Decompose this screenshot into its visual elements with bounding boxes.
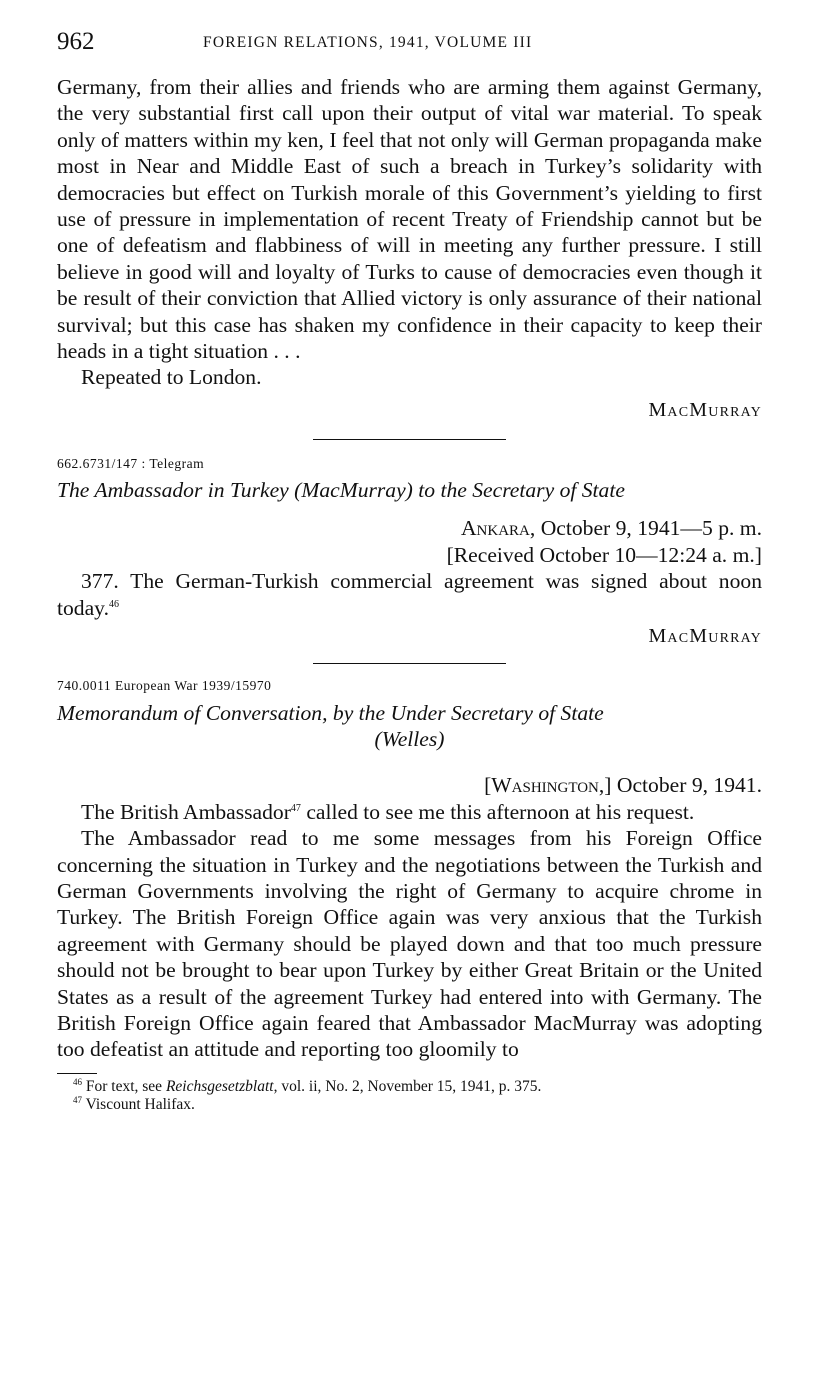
body-paragraph: The Ambassador read to me some messages from his Foreign Office concerning the situation in Turkey and the negotiations between the Turkish and German Governments involving the right of Germany to acquire chrome in Turkey. The British Foreign Office again was very anxious that the Turkish agreement with Germany should be played down and that too much pressure should not be brought to bear upon Turkey by either Great Britain or the United States as a result of the agreement Turkey had entered into with Germany. The British Foreign Office again feared that Ambassador MacMurray was adopting too defeatist an attitude and reporting too gloomily to xyxy=(57,826,762,1062)
footnote-text: , vol. ii, No. 2, November 15, 1941, p. 375. xyxy=(273,1077,542,1095)
signature-name: MacMurray xyxy=(648,398,762,421)
footnote-text: For text, see xyxy=(85,1077,166,1095)
running-header xyxy=(57,28,762,60)
signature xyxy=(57,397,762,423)
dateline-date: , October 9, 1941—5 p. m. xyxy=(529,516,762,541)
footnote-number: 46 xyxy=(73,1076,82,1087)
telegram-body xyxy=(57,568,762,621)
telegram-text: 377. The German-Turkish commercial agreement was signed about noon today. xyxy=(57,569,762,620)
section-divider xyxy=(313,663,506,664)
footnote-ref: 46 xyxy=(108,598,119,610)
running-title: FOREIGN RELATIONS, 1941, VOLUME III xyxy=(203,34,533,51)
received-line: [Received October 10—12:24 a. m.] xyxy=(446,542,762,567)
footnote-italic: Reichsgesetzblatt xyxy=(165,1077,274,1095)
footnote-divider xyxy=(57,1073,97,1074)
repeated-note: Repeated to London. xyxy=(81,365,262,390)
footnote-number: 47 xyxy=(73,1094,82,1105)
paragraph-text: The British Ambassador xyxy=(81,799,291,824)
body-paragraph: Germany, from their allies and friends who are arming them against Germany, the very substantial first call upon their output of vital war material. To speak only of matters within my ken, I feel that not only will German propaganda make most in Near and Middle East of such a breach in Turkey’s solidarity with democracies but effect on Turkish morale of this Government’s yielding to first use of pressure in implementation of recent Treaty of Friendship cannot but be one of defeatism and flabbiness of will in meeting any further pressure. I still believe in good will and loyalty of Turks to cause of democracies even though it be result of their conviction that Allied victory is only assurance of their national survival; but this case has shaken my confidence in their capacity to keep their heads in a tight situation . . . xyxy=(57,75,762,364)
page-number: 962 xyxy=(57,28,95,55)
document-title: The Ambassador in Turkey (MacMurray) to the Secretary of State xyxy=(57,478,625,503)
section-divider xyxy=(313,439,506,440)
paragraph-text: called to see me this afternoon at his request. xyxy=(300,799,695,824)
footnote xyxy=(57,1078,762,1096)
signature-name: MacMurray xyxy=(648,624,762,647)
dateline-place: [Washington,] xyxy=(484,773,612,798)
dateline xyxy=(57,515,762,541)
document-title-author: (Welles) xyxy=(374,727,445,752)
footnote-ref: 47 xyxy=(290,802,301,814)
dateline-date: October 9, 1941. xyxy=(611,773,762,798)
body-paragraph xyxy=(57,799,762,825)
file-number: 740.0011 European War 1939/15970 xyxy=(57,678,272,694)
document-title: Memorandum of Conversation, by the Under Secretary of State xyxy=(57,701,604,726)
footnote xyxy=(57,1096,762,1114)
footnote-text: Viscount Halifax. xyxy=(85,1095,195,1113)
file-number: 662.6731/147 : Telegram xyxy=(57,456,205,472)
dateline-place: Ankara xyxy=(460,516,530,541)
dateline xyxy=(57,772,762,798)
signature xyxy=(57,623,762,649)
document-page xyxy=(57,28,762,1114)
